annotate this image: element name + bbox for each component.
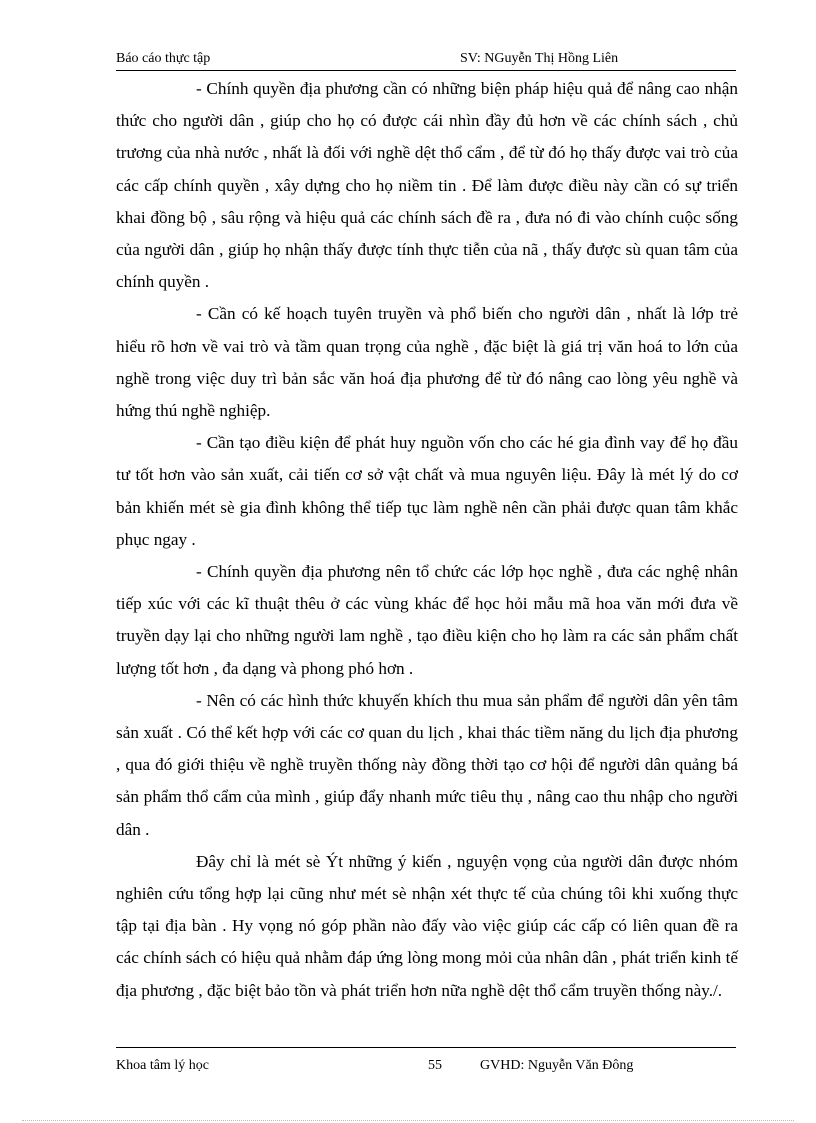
page-edge-divider [22, 1120, 794, 1121]
footer-divider [116, 1047, 736, 1048]
paragraph: - Chính quyền địa phương cần có những biện pháp hiệu quả để nâng cao nhận thức cho người dân , giúp cho họ có được cái nhìn đầy đủ hơn về các chính sách , chủ trương của nhà nước , nhất là đối với nghề dệt thổ cẩm , để từ đó họ thấy được vai trò của các cấp chính quyền , xây dựng cho họ niềm tin . Để làm được điều này cần có sự triển khai đồng bộ , sâu rộng và hiệu quả các chính sách đề ra , đưa nó đi vào chính cuộc sống của người dân , giúp họ nhận thấy được tính thực tiễn của nã , thấy được sù quan tâm của chính quyền . [116, 79, 738, 292]
body-text [116, 73, 738, 1007]
footer-supervisor: GVHD: Nguyễn Văn Đông [480, 1058, 634, 1073]
paragraph: - Cần tạo điều kiện để phát huy nguồn vốn cho các hé gia đình vay để họ đầu tư tốt hơn vào sản xuất, cải tiến cơ sở vật chất và mua nguyên liệu. Đây là mét lý do cơ bản khiến mét sè gia đình không thể tiếp tục làm nghề nên cần phải được quan tâm khắc phục ngay . [116, 433, 738, 549]
paragraph: - Cần có kế hoạch tuyên truyền và phổ biến cho người dân , nhất là lớp trẻ hiểu rõ hơn về vai trò và tầm quan trọng của nghề , đặc biệt là giá trị văn hoá to lớn của nghề trong việc duy trì bản sắc văn hoá địa phương để từ đó nâng cao lòng yêu nghề và hứng thú nghề nghiệp. [116, 304, 738, 421]
page-header [116, 50, 736, 71]
paragraph: - Chính quyền địa phương nên tổ chức các lớp học nghề , đưa các nghệ nhân tiếp xúc với các kĩ thuật thêu ở các vùng khác để học hỏi mẫu mã hoa văn mới đưa về truyền dạy lại cho những người lam nghề , tạo điều kiện cho họ làm ra các sản phẩm chất lượng tốt hơn , đa dạng và phong phó hơn . [116, 562, 738, 678]
footer-faculty: Khoa tâm lý học [116, 1058, 209, 1073]
paragraph: - Nên có các hình thức khuyến khích thu mua sản phẩm để người dân yên tâm sản xuất . Có thể kết hợp với các cơ quan du lịch , khai thác tiềm năng du lịch địa phương , qua đó giới thiệu về nghề truyền thống này đồng thời tạo cơ hội để người dân quảng bá sản phẩm thổ cẩm của mình , giúp đẩy nhanh mức tiêu thụ , nâng cao thu nhập cho người dân . [116, 690, 738, 839]
page-number: 55 [428, 1058, 442, 1073]
page-footer [116, 1057, 736, 1077]
paragraph: Đây chỉ là mét sè Ýt những ý kiến , nguyện vọng của người dân được nhóm nghiên cứu tổng hợp lại cũng như mét sè nhận xét thực tế của chúng tôi khi xuống thực tập tại địa bàn . Hy vọng nó góp phần nào đấy vào việc giúp các cấp có liên quan đề ra các chính sách có hiệu quả nhằm đáp ứng lòng mong mỏi của nhân dân , phát triển kinh tế địa phương , đặc biệt bảo tồn và phát triển hơn nữa nghề dệt thổ cẩm truyền thống này./. [116, 851, 738, 1000]
header-report-title: Báo cáo thực tập [116, 51, 211, 66]
header-student-name: SV: NGuyễn Thị Hồng Liên [460, 51, 619, 66]
